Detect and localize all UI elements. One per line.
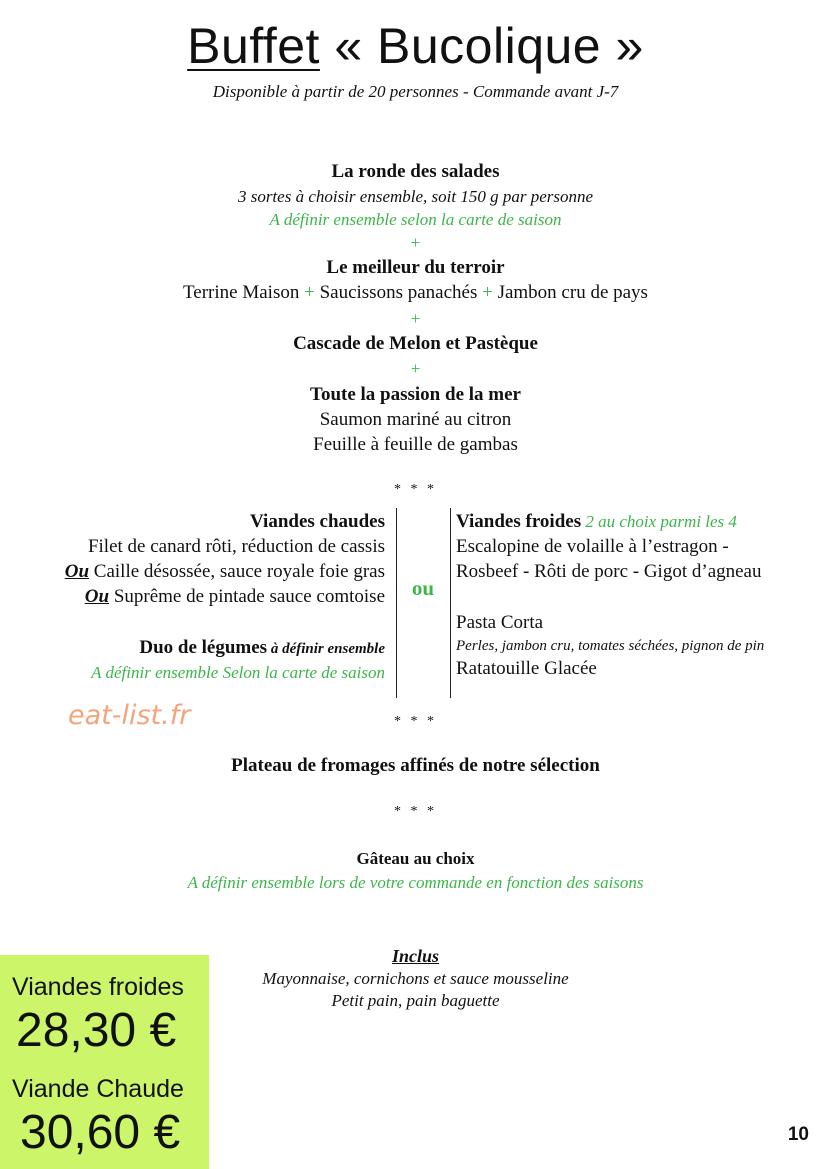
plus-separator-3: + [410, 359, 421, 378]
viandes-chaudes-item-canard: Filet de canard rôti, réduction de cassis [87, 536, 385, 557]
inclus-heading-text: Inclus [391, 946, 440, 966]
watermark-eat-list: eat-list.fr [68, 700, 191, 731]
plus-inline-1: + [304, 282, 315, 303]
salades-note: A définir ensemble selon la carte de saison [269, 210, 562, 229]
price-label-froides: Viandes froides [12, 973, 184, 1001]
inclus-line2: Petit pain, pain baguette [331, 991, 500, 1010]
price-value-chaude: 30,60 € [20, 1106, 181, 1159]
viandes-froides-heading [456, 509, 737, 535]
terroir-item-saucissons: Saucissons panachés [319, 282, 478, 303]
viandes-froides-line2: Rosbeef - Rôti de porc - Gigot d’agneau [456, 561, 762, 582]
mer-heading: Toute la passion de la mer [310, 384, 521, 405]
pasta-detail: Perles, jambon cru, tomates séchées, pignon de pin [456, 638, 765, 654]
salades-detail: 3 sortes à choisir ensemble, soit 150 g par personne [237, 187, 594, 206]
legumes-heading-note: à définir ensemble [267, 641, 385, 657]
viandes-froides-line1: Escalopine de volaille à l’estragon - [456, 536, 729, 557]
ou-center: ou [411, 576, 435, 600]
legumes-note: A définir ensemble Selon la carte de saison [91, 663, 385, 682]
pasta-heading: Pasta Corta [456, 612, 544, 633]
price-label-chaude: Viande Chaude [12, 1075, 184, 1103]
legumes-heading [139, 635, 385, 662]
plus-separator-1: + [410, 233, 421, 252]
price-box [0, 955, 209, 1169]
viandes-froides-choice: 2 au choix parmi les 4 [581, 512, 737, 531]
salades-heading: La ronde des salades [331, 161, 500, 182]
plus-inline-2: + [482, 282, 493, 303]
ou-label-2: Ou [84, 586, 110, 607]
melon-heading: Cascade de Melon et Pastèque [293, 333, 538, 354]
ratatouille: Ratatouille Glacée [456, 658, 597, 679]
plus-separator-2: + [410, 309, 421, 328]
page-number: 10 [787, 1124, 809, 1145]
terroir-item-terrine: Terrine Maison [183, 282, 300, 303]
mer-item-saumon: Saumon mariné au citron [319, 409, 512, 430]
divider-right [450, 508, 451, 698]
pintade-text: Suprême de pintade sauce comtoise [109, 586, 385, 607]
viandes-chaudes-item-pintade [85, 584, 385, 609]
price-value-froides: 28,30 € [16, 1004, 177, 1057]
separator-stars-1: * * * [394, 482, 437, 497]
terroir-items [0, 281, 831, 305]
title-bucolique: « Bucolique » [319, 18, 644, 74]
title-buffet: Buffet [187, 18, 320, 74]
viandes-froides-heading-text: Viandes froides [456, 511, 582, 532]
separator-stars-3: * * * [394, 804, 437, 819]
gateau-note: A définir ensemble lors de votre commande en fonction des saisons [187, 873, 644, 892]
page-title [0, 14, 831, 78]
subtitle: Disponible à partir de 20 personnes - Commande avant J-7 [212, 82, 619, 101]
inclus-line1: Mayonnaise, cornichons et sauce mousseline [262, 969, 569, 988]
gateau-heading: Gâteau au choix [356, 849, 475, 868]
mer-item-gambas: Feuille à feuille de gambas [313, 434, 518, 455]
viandes-chaudes-item-caille [65, 559, 385, 584]
terroir-item-jambon: Jambon cru de pays [497, 282, 648, 303]
divider-left [396, 508, 397, 698]
legumes-heading-text: Duo de légumes [139, 637, 268, 658]
viandes-chaudes-heading: Viandes chaudes [250, 511, 385, 532]
terroir-heading: Le meilleur du terroir [326, 257, 505, 278]
ou-label-1: Ou [64, 561, 90, 582]
caille-text: Caille désossée, sauce royale foie gras [89, 561, 385, 582]
separator-stars-2: * * * [394, 714, 437, 729]
fromages-heading: Plateau de fromages affinés de notre sélection [231, 755, 600, 776]
